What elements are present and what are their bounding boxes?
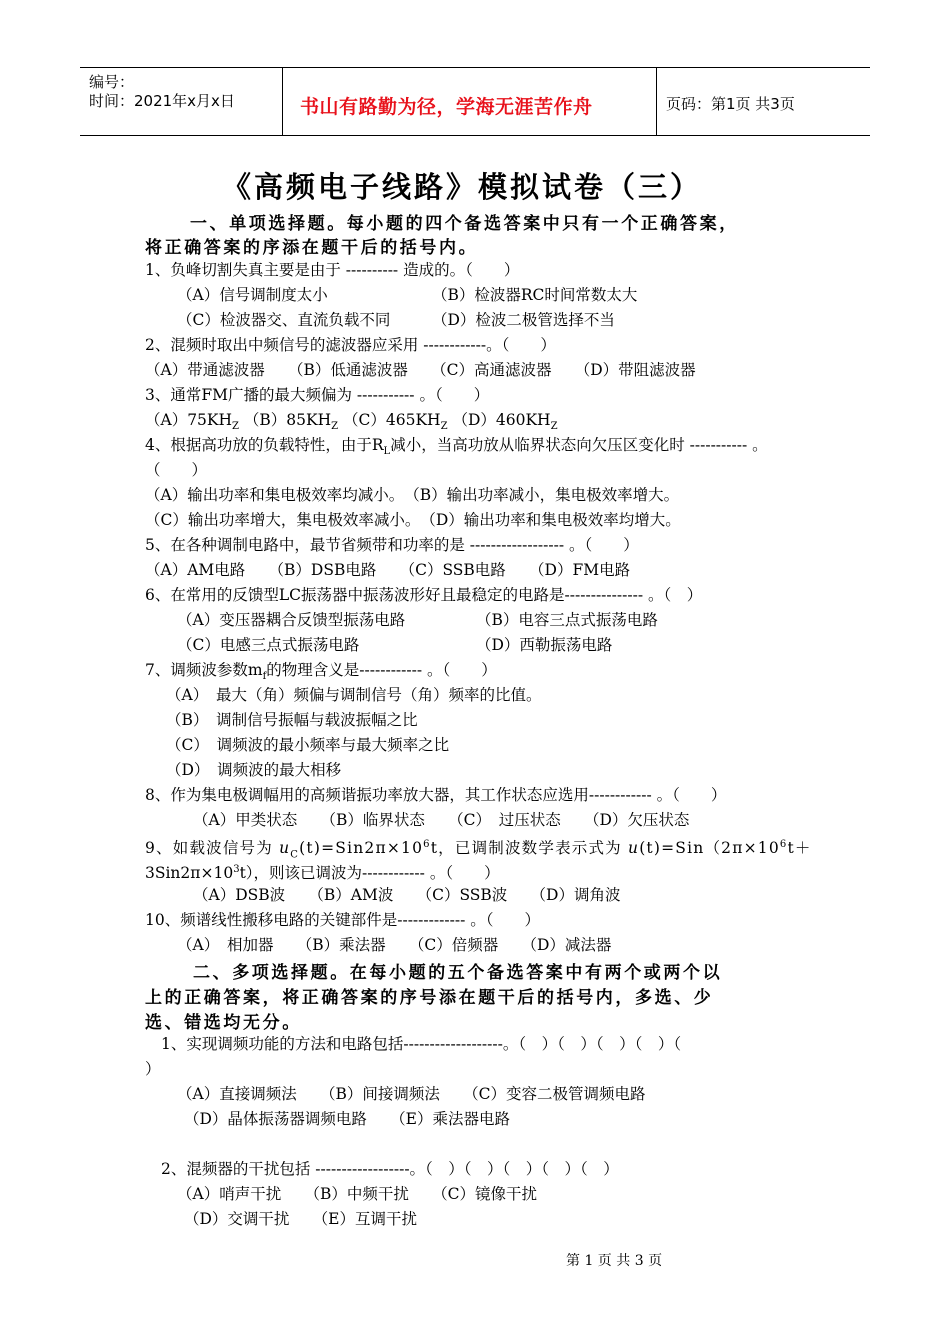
m1-stem: 1、实现调频功能的方法和电路包括-------------------。（ ）（ ）（ ）（ ）（ — [161, 1035, 682, 1053]
m1-options-line1: （A）直接调频法 （B）间接调频法 （C）变容二极管调频电路 — [177, 1085, 646, 1103]
header-page: 页码：第1页 共3页 — [666, 95, 795, 113]
q4-stem — [145, 435, 768, 462]
q4-paren: （ ） — [145, 461, 208, 479]
q4-options-cd: （C）输出功率增大，集电极效率减小。 （D）输出功率和集电极效率均增大。 — [145, 511, 681, 529]
header-bottom-rule — [80, 135, 870, 136]
q6-option-a: （A）变压器耦合反馈型振荡电路 — [177, 611, 406, 629]
q7-option-c: （C） 调频波的最小频率与最大频率之比 — [166, 736, 450, 754]
section2-heading-line1: 二、多项选择题。在每小题的五个备选答案中有两个或两个以 — [193, 963, 723, 983]
q3-sub-d: Z — [550, 421, 558, 433]
header-serial: 编号： — [89, 73, 135, 91]
q2-stem: 2、混频时取出中频信号的滤波器应采用 ------------。（ ） — [145, 336, 556, 354]
q6-option-d: （D）西勒振荡电路 — [476, 636, 613, 654]
q5-options: （A）AM电路 （B）DSB电路 （C）SSB电路 （D）FM电路 — [145, 561, 631, 579]
q9-text-7: t），则该已调波为------------ 。（ ） — [239, 864, 500, 883]
m1-paren: ） — [145, 1060, 161, 1078]
header-time: 时间：2021年x月x日 — [89, 92, 235, 110]
q9-sub-c: C — [290, 849, 300, 861]
q7-stem — [145, 660, 497, 687]
q9-u1: u — [279, 839, 291, 858]
q9-exp-1: 6 — [423, 839, 431, 850]
q4-sub: L — [383, 446, 391, 458]
q1-option-c: （C）检波器交、直流负载不同 — [177, 311, 391, 329]
q10-options: （A） 相加器 （B）乘法器 （C）倍频器 （D）减法器 — [177, 936, 612, 954]
q7-option-d: （D） 调频波的最大相移 — [166, 761, 342, 779]
q3-option-d: （D）460KH — [452, 411, 551, 429]
q3-option-a: （A）75KH — [145, 411, 233, 429]
q9-text-4: (t)=Sin（2π×10 — [639, 839, 780, 858]
q9-stem-line2 — [145, 860, 500, 883]
q1-option-d: （D）检波二极管选择不当 — [432, 311, 615, 329]
section1-heading-line2: 将正确答案的序添在题干后的括号内。 — [145, 238, 479, 258]
m1-options-line2: （D）晶体振荡器调频电路 （E）乘法器电路 — [184, 1110, 510, 1128]
q9-options: （A）DSB波 （B）AM波 （C）SSB波 （D）调角波 — [193, 886, 621, 904]
page-footer: 第 1 页 共 3 页 — [566, 1253, 663, 1269]
q9-text-1: 9、如载波信号为 — [145, 839, 280, 858]
section2-heading-line3: 选、错选均无分。 — [145, 1013, 302, 1033]
header-top-rule — [80, 67, 870, 68]
q9-text-3: t，已调制波数学表示式为 — [430, 839, 628, 858]
m2-options-line2: （D）交调干扰 （E）互调干扰 — [184, 1210, 417, 1228]
q9-u2: u — [628, 839, 640, 858]
q3-sub-c: Z — [440, 421, 448, 433]
q7-stem-part1: 7、调频波参数m — [145, 661, 263, 679]
q3-sub-b: Z — [331, 421, 339, 433]
q1-option-b: （B）检波器RC时间常数太大 — [432, 286, 638, 304]
q4-stem-part2: 减小，当高功放从临界状态向欠压区变化时 ----------- 。 — [390, 436, 768, 454]
m2-options-line1: （A）哨声干扰 （B）中频干扰 （C）镜像干扰 — [177, 1185, 537, 1203]
header-divider-2 — [656, 67, 657, 136]
section2-heading-line2: 上的正确答案，将正确答案的序号添在题干后的括号内，多选、少 — [145, 988, 714, 1008]
q9-exp-2: 6 — [779, 839, 788, 850]
q5-stem: 5、在各种调制电路中，最节省频带和功率的是 ------------------ 。（ ） — [145, 536, 639, 554]
q6-option-c: （C）电感三点式振荡电路 — [177, 636, 360, 654]
q3-option-b: （B）85KH — [243, 411, 332, 429]
q1-stem: 1、负峰切割失真主要是由于 ---------- 造成的。（ ） — [145, 261, 520, 279]
q7-stem-part2: 的物理含义是------------ 。（ ） — [266, 661, 497, 679]
q9-text-2: (t)=Sin2π×10 — [299, 839, 424, 858]
page-title: 《高频电子线路》模拟试卷（三） — [222, 170, 703, 204]
q8-options: （A）甲类状态 （B）临界状态 （C） 过压状态 （D）欠压状态 — [193, 811, 690, 829]
q9-text-5: t＋ — [787, 839, 812, 858]
q6-stem: 6、在常用的反馈型LC振荡器中振荡波形好且最稳定的电路是--------------- 。（ ） — [145, 586, 703, 604]
q6-option-b: （B）电容三点式振荡电路 — [476, 611, 658, 629]
q8-stem: 8、作为集电极调幅用的高频谐振功率放大器，其工作状态应选用------------ 。（ ） — [145, 786, 727, 804]
q9-exp-3: 3 — [233, 864, 240, 875]
q7-option-a: （A） 最大（角）频偏与调制信号（角）频率的比值。 — [166, 686, 542, 704]
section1-heading-line1: 一、单项选择题。每小题的四个备选答案中只有一个正确答案， — [190, 214, 739, 234]
q3-sub-a: Z — [232, 421, 239, 433]
m2-stem: 2、混频器的干扰包括 ------------------。（ ）（ ）（ ）（ ）（ ） — [161, 1160, 619, 1178]
header-motto: 书山有路勤为径，学海无涯苦作舟 — [300, 96, 593, 118]
q4-options-ab: （A）输出功率和集电极效率均减小。 （B）输出功率减小，集电极效率增大。 — [145, 486, 680, 504]
q4-stem-part1: 4、根据高功放的负载特性，由于R — [145, 436, 384, 454]
q1-option-a: （A）信号调制度太小 — [177, 286, 328, 304]
q7-option-b: （B） 调制信号振幅与载波振幅之比 — [166, 711, 418, 729]
q7-sub: f — [262, 671, 267, 683]
q3-options — [145, 410, 558, 437]
q9-text-6: 3Sin2π×10 — [145, 864, 234, 883]
q2-options: （A）带通滤波器 （B）低通滤波器 （C）高通滤波器 （D）带阻滤波器 — [145, 361, 696, 379]
q3-option-c: （C）465KH — [343, 411, 441, 429]
q3-stem: 3、通常FM广播的最大频偏为 ----------- 。（ ） — [145, 386, 490, 404]
header-divider-1 — [282, 67, 283, 136]
q10-stem: 10、频谱线性搬移电路的关键部件是------------- 。（ ） — [145, 911, 540, 929]
